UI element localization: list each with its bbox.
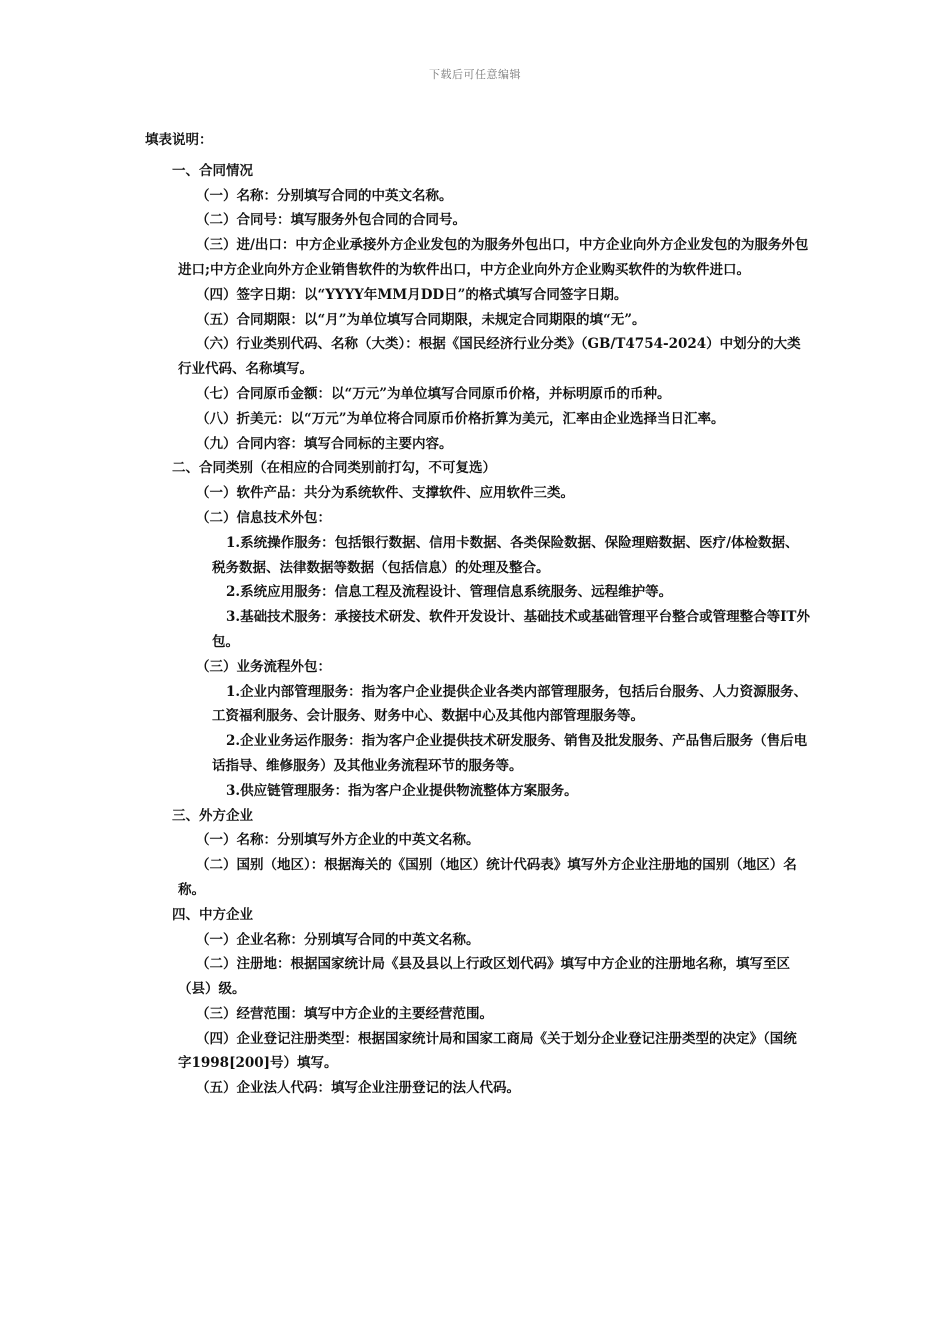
sub-list-item: 3.基础技术服务：承接技术研发、软件开发设计、基础技术或基础管理平台整合或管理整合等IT外包。 (212, 609, 810, 650)
list-item: （一）名称：分别填写外方企业的中英文名称。 (196, 832, 480, 849)
section-heading: 四、中方企业 (172, 906, 253, 923)
section-heading: 三、外方企业 (172, 807, 253, 824)
document-title: 填表说明： (145, 132, 213, 148)
list-item: （四）企业登记注册类型：根据国家统计局和国家工商局《关于划分企业登记注册类型的决定》（国统字1998[200]号）填写。 (178, 1030, 797, 1072)
list-item: （二）合同号：填写服务外包合同的合同号。 (196, 212, 466, 229)
list-item: （二）国别（地区）：根据海关的《国别（地区）统计代码表》填写外方企业注册地的国别（地区）名称。 (178, 857, 797, 898)
list-item: （三）进/出口：中方企业承接外方企业发包的为服务外包出口，中方企业向外方企业发包的为服务外包进口;中方企业向外方企业销售软件的为软件出口，中方企业向外方企业购买软件的为软件进口。 (178, 237, 809, 278)
sub-list-item: 1.企业内部管理服务：指为客户企业提供企业各类内部管理服务，包括后台服务、人力资源服务、工资福利服务、会计服务、财务中心、数据中心及其他内部管理服务等。 (212, 683, 808, 725)
list-item: （一）名称：分别填写合同的中英文名称。 (196, 187, 453, 204)
list-item: （二）注册地：根据国家统计局《县及县以上行政区划代码》填写中方企业的注册地名称，填写至区（县）级。 (178, 956, 790, 998)
list-item: （八）折美元：以“万元”为单位将合同原币价格折算为美元，汇率由企业选择当日汇率。 (196, 410, 725, 427)
sub-list-item: 3.供应链管理服务：指为客户企业提供物流整体方案服务。 (226, 782, 578, 799)
list-item: （五）合同期限：以“月”为单位填写合同期限，未规定合同期限的填“无”。 (196, 311, 646, 328)
list-item: （一）企业名称：分别填写合同的中英文名称。 (196, 931, 480, 948)
list-item: （五）企业法人代码：填写企业注册登记的法人代码。 (196, 1080, 520, 1097)
list-item: （七）合同原币金额：以“万元”为单位填写合同原币价格，并标明原币的币种。 (196, 385, 671, 402)
section-heading: 二、合同类别（在相应的合同类别前打勾，不可复选） (172, 460, 496, 477)
sub-list-item: 2.系统应用服务：信息工程及流程设计、管理信息系统服务、远程维护等。 (226, 584, 673, 601)
sub-list-item: 1.系统操作服务：包括银行数据、信用卡数据、各类保险数据、保险理赔数据、医疗/体检数据、税务数据、法律数据等数据（包括信息）的处理及整合。 (212, 534, 799, 576)
list-item: （一）软件产品：共分为系统软件、支撑软件、应用软件三类。 (196, 485, 574, 502)
sub-list-item: 2.企业业务运作服务：指为客户企业提供技术研发服务、销售及批发服务、产品售后服务（售后电话指导、维修服务）及其他业务流程环节的服务等。 (212, 733, 808, 774)
section-heading: 一、合同情况 (172, 162, 253, 179)
document-body (0, 128, 950, 1101)
list-item: （二）信息技术外包： (196, 509, 331, 526)
list-item: （三）经营范围：填写中方企业的主要经营范围。 (196, 1005, 493, 1022)
list-item: （三）业务流程外包： (196, 658, 331, 675)
list-item: （六）行业类别代码、名称（大类）：根据《国民经济行业分类》（GB/T4754-2024）中划分的大类行业代码、名称填写。 (178, 336, 801, 378)
page-header: 下载后可任意编辑 (429, 68, 521, 81)
list-item: （九）合同内容：填写合同标的主要内容。 (196, 435, 453, 452)
list-item: （四）签字日期：以“YYYY年MM月DD日”的格式填写合同签字日期。 (196, 286, 628, 303)
